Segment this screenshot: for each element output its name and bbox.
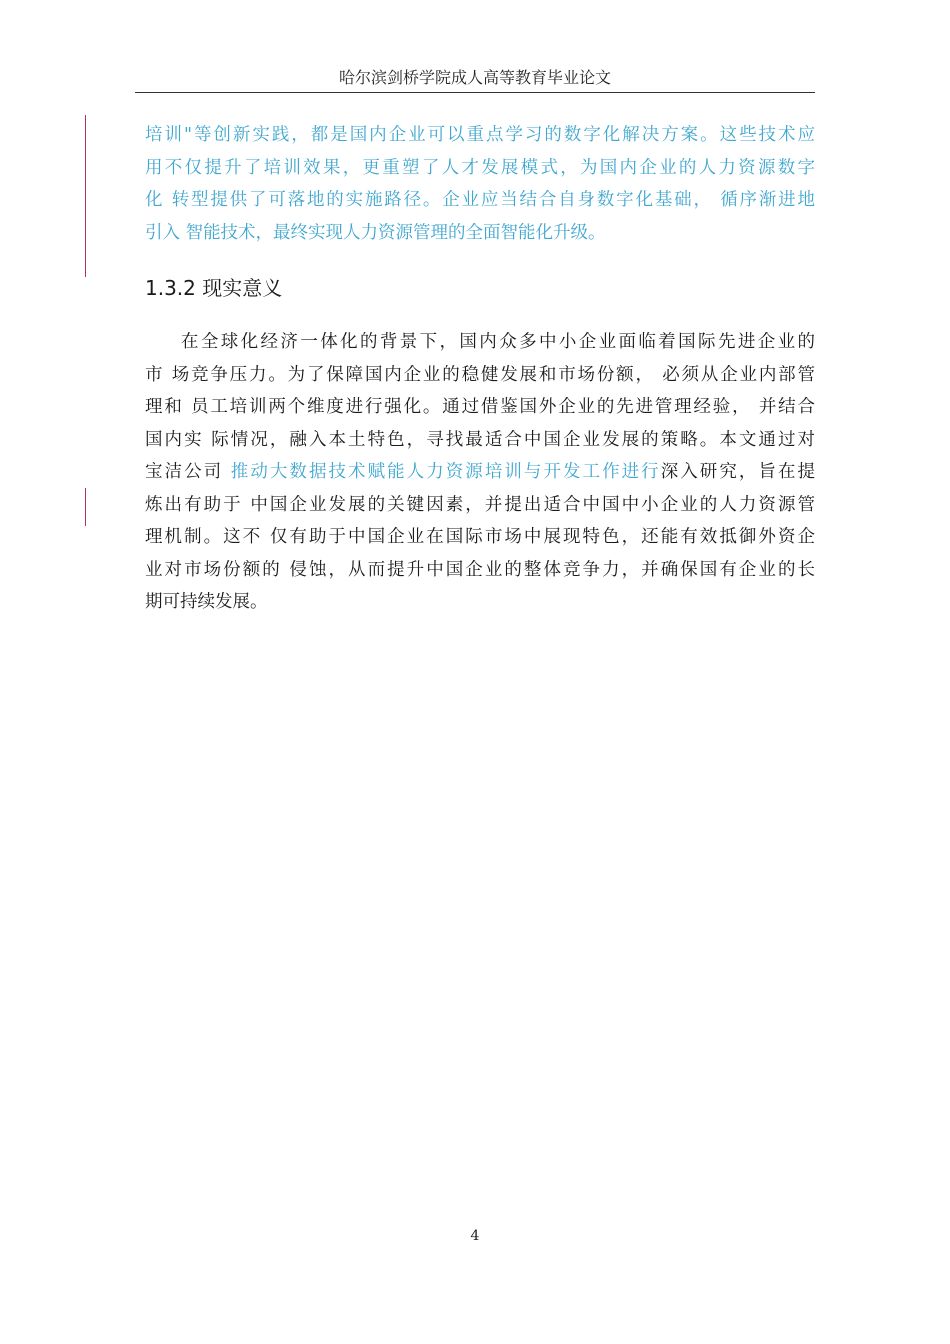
page-number: 4 <box>470 1228 480 1244</box>
text-line: 炼出有助于 中国企业发展的关键因素，并提出适合中国中小企业的人力资源管 <box>145 494 815 515</box>
text-line: 化 转型提供了可落地的实施路径。企业应当结合自身数字化基础， 循序渐进地 <box>145 190 815 210</box>
page-header: 哈尔滨剑桥学院成人高等教育毕业论文 <box>135 64 815 93</box>
revision-change-bar <box>85 488 86 526</box>
text-line: 理和 员工培训两个维度进行强化。通过借鉴国外企业的先进管理经验， 并结合 <box>145 397 815 417</box>
text-line: 市 场竞争压力。为了保障国内企业的稳健发展和市场份额， 必须从企业内部管 <box>145 364 815 385</box>
text-line <box>145 456 815 489</box>
text-segment: 宝洁公司 <box>145 462 231 482</box>
text-line: 理机制。这不 仅有助于中国企业在国际市场中展现特色，还能有效抵御外资企 <box>145 527 815 547</box>
text-line: 培训"等创新实践，都是国内企业可以重点学习的数字化解决方案。这些技术应 <box>145 125 815 145</box>
revision-change-bar <box>85 115 86 277</box>
text-line: 期可持续发展。 <box>145 592 268 612</box>
text-line: 用不仅提升了培训效果，更重塑了人才发展模式，为国内企业的人力资源数字 <box>145 157 815 178</box>
text-line: 在全球化经济一体化的背景下，国内众多中小企业面临着国际先进企业的 <box>181 332 815 352</box>
text-line: 引入 智能技术，最终实现人力资源管理的全面智能化升级。 <box>145 222 606 243</box>
paragraph-revised <box>145 119 815 249</box>
text-segment: 深入研究，旨在提 <box>660 462 816 482</box>
text-line: 业对市场份额的 侵蚀，从而提升中国企业的整体竞争力，并确保国有企业的长 <box>145 559 815 580</box>
text-line: 国内实 际情况，融入本土特色，寻找最适合中国企业发展的策略。本文通过对 <box>145 429 815 450</box>
section-heading: 1.3.2 现实意义 <box>145 276 283 300</box>
paragraph-body <box>145 326 815 619</box>
revised-text-segment: 推动大数据技术赋能人力资源培训与开发工作进行 <box>230 462 661 482</box>
